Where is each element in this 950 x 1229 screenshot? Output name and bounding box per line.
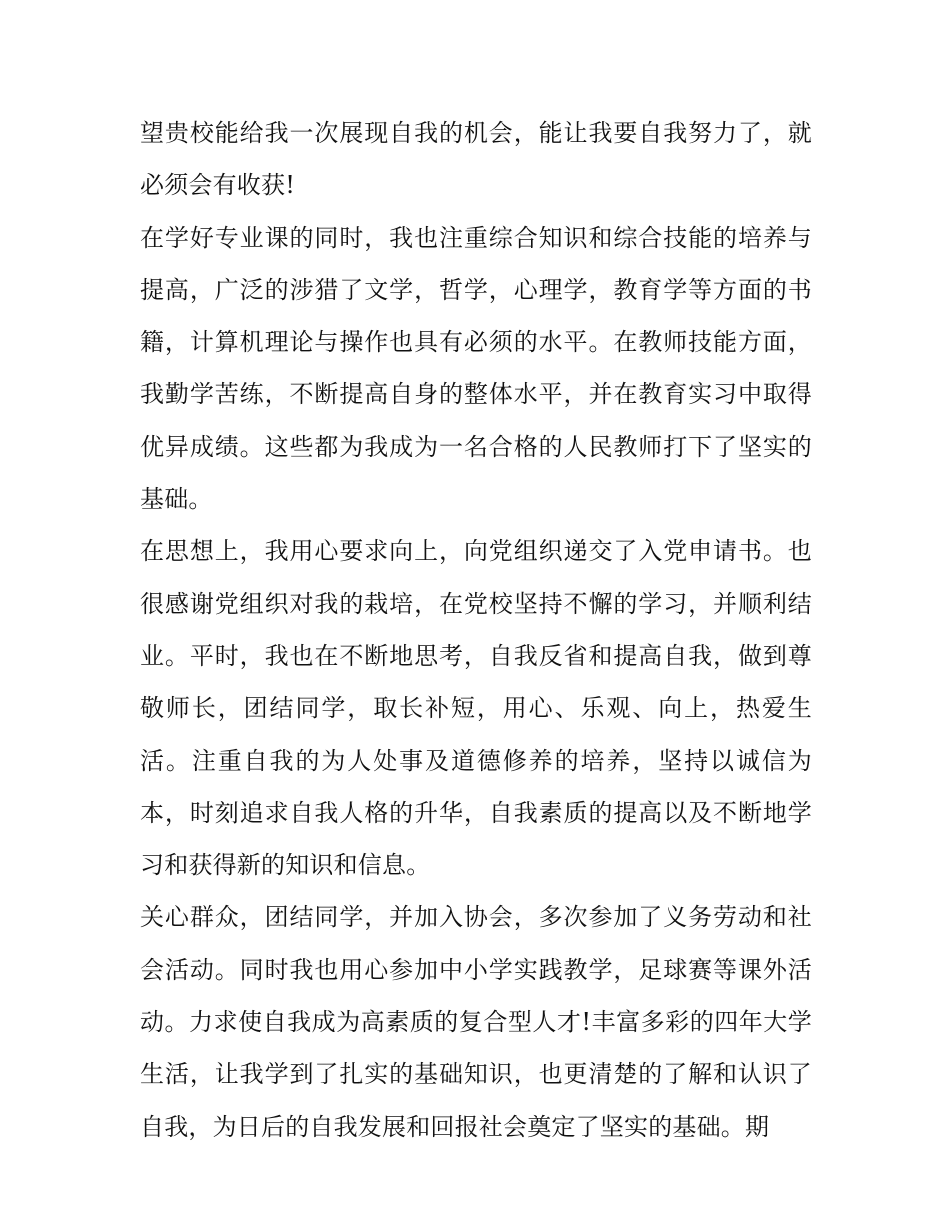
paragraph-ideology: 在思想上，我用心要求向上，向党组织递交了入党申请书。也很感谢党组织对我的栽培，在党校坚持不懈的学习，并顺利结业。平时，我也在不断地思考，自我反省和提高自我，做到尊敬师长，团结同学，取长补短，用心、乐观、向上，热爱生活。注重自我的为人处事及道德修养的培养，坚持以诚信为本，时刻追求自我人格的升华，自我素质的提高以及不断地学习和获得新的知识和信息。 — [140, 537, 812, 880]
paragraph-professional-study: 在学好专业课的同时，我也注重综合知识和综合技能的培养与提高，广泛的涉猎了文学，哲学，心理学，教育学等方面的书籍，计算机理论与操作也具有必须的水平。在教师技能方面，我勤学苦练，不断提高自身的整体水平，并在教育实习中取得优异成绩。这些都为我成为一名合格的人民教师打下了坚实的基础。 — [140, 223, 812, 514]
document-body — [140, 107, 812, 1153]
paragraph-activities: 关心群众，团结同学，并加入协会，多次参加了义务劳动和社会活动。同时我也用心参加中小学实践教学，足球赛等课外活动。力求使自我成为高素质的复合型人才!丰富多彩的四年大学生活，让我学到了扎实的基础知识，也更清楚的了解和认识了自我，为日后的自我发展和回报社会奠定了坚实的基础。期 — [140, 903, 812, 1141]
paragraph-closing-wish: 望贵校能给我一次展现自我的机会，能让我要自我努力了，就必须会有收获! — [140, 119, 812, 200]
